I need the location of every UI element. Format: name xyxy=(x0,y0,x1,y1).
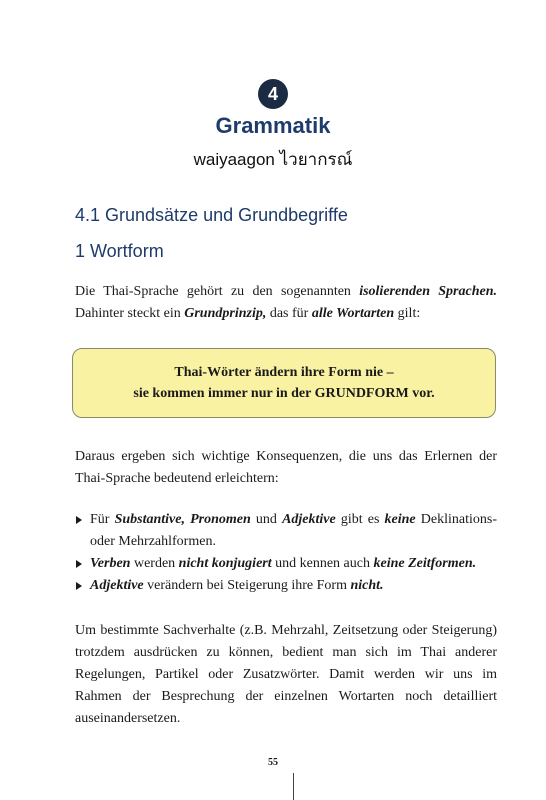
list-item xyxy=(75,553,497,575)
page-rule-divider xyxy=(293,773,294,800)
chapter-number-badge xyxy=(258,79,288,109)
consequences-paragraph: Daraus ergeben sich wichtige Konsequenzen, die uns das Erlernen der Thai-Sprache bedeutend erleichtern: xyxy=(75,449,497,486)
triangle-bullet-icon xyxy=(76,582,82,590)
emphasis: Substantive, Pronomen xyxy=(114,512,251,527)
list-item xyxy=(75,575,497,597)
chapter-subtitle: waiyaagon ไวยากรณ์ xyxy=(193,150,353,169)
emphasis: nicht. xyxy=(350,578,384,593)
intro-paragraph xyxy=(75,281,497,325)
emphasis: Adjektive xyxy=(90,578,144,593)
text-run: Die Thai-Sprache gehört zu den sogenannten xyxy=(75,284,360,299)
emphasis: keine xyxy=(384,512,416,527)
subsection-heading: 1 Wortform xyxy=(75,241,164,261)
emphasis: nicht konjugiert xyxy=(178,556,272,571)
text-run: das für xyxy=(266,306,312,321)
text-run: gilt: xyxy=(394,306,421,321)
text-run: und xyxy=(250,512,283,527)
page-number: 55 xyxy=(268,757,278,768)
text-run: Dahinter steckt ein xyxy=(75,306,185,321)
emphasis-alle-wortarten: alle Wortarten xyxy=(311,306,395,321)
emphasis-isolierende-sprachen: isolierenden Sprachen. xyxy=(359,284,497,299)
highlight-box xyxy=(72,348,496,418)
highlight-line-2: sie kommen immer nur in der GRUNDFORM vor. xyxy=(133,386,435,401)
emphasis-grundprinzip: Grundprinzip, xyxy=(184,306,267,321)
emphasis: keine Zeitformen. xyxy=(373,556,477,571)
text-run: und kennen auch xyxy=(271,556,374,571)
triangle-bullet-icon xyxy=(76,516,82,524)
bullet-list xyxy=(75,509,497,597)
section-heading: 4.1 Grundsätze und Grundbegriffe xyxy=(75,205,348,225)
chapter-number: 4 xyxy=(267,83,278,104)
emphasis: Adjektive xyxy=(282,512,336,527)
closing-paragraph: Um bestimmte Sachverhalte (z.B. Mehrzahl, Zeitsetzung oder Steigerung) trotzdem ausdrücken zu können, bedient man sich im Thai anderer Regelungen, Partikel oder Zusatzwörter. Damit werden wir uns im Rahmen der Besprechung der einzelnen Wortarten noch detailliert auseinandersetzen. xyxy=(75,623,497,726)
text-run: verändern bei Steigerung ihre Form xyxy=(143,578,351,593)
chapter-title: Grammatik xyxy=(215,113,331,138)
text-run: gibt es xyxy=(335,512,385,527)
highlight-line-1: Thai-Wörter ändern ihre Form nie – xyxy=(174,365,394,380)
emphasis: Verben xyxy=(90,556,131,571)
triangle-bullet-icon xyxy=(76,560,82,568)
text-run: Deklinations- oder Mehrzahlformen. xyxy=(90,512,497,549)
text-run: Für xyxy=(90,512,115,527)
list-item xyxy=(75,509,497,553)
text-run: werden xyxy=(130,556,179,571)
